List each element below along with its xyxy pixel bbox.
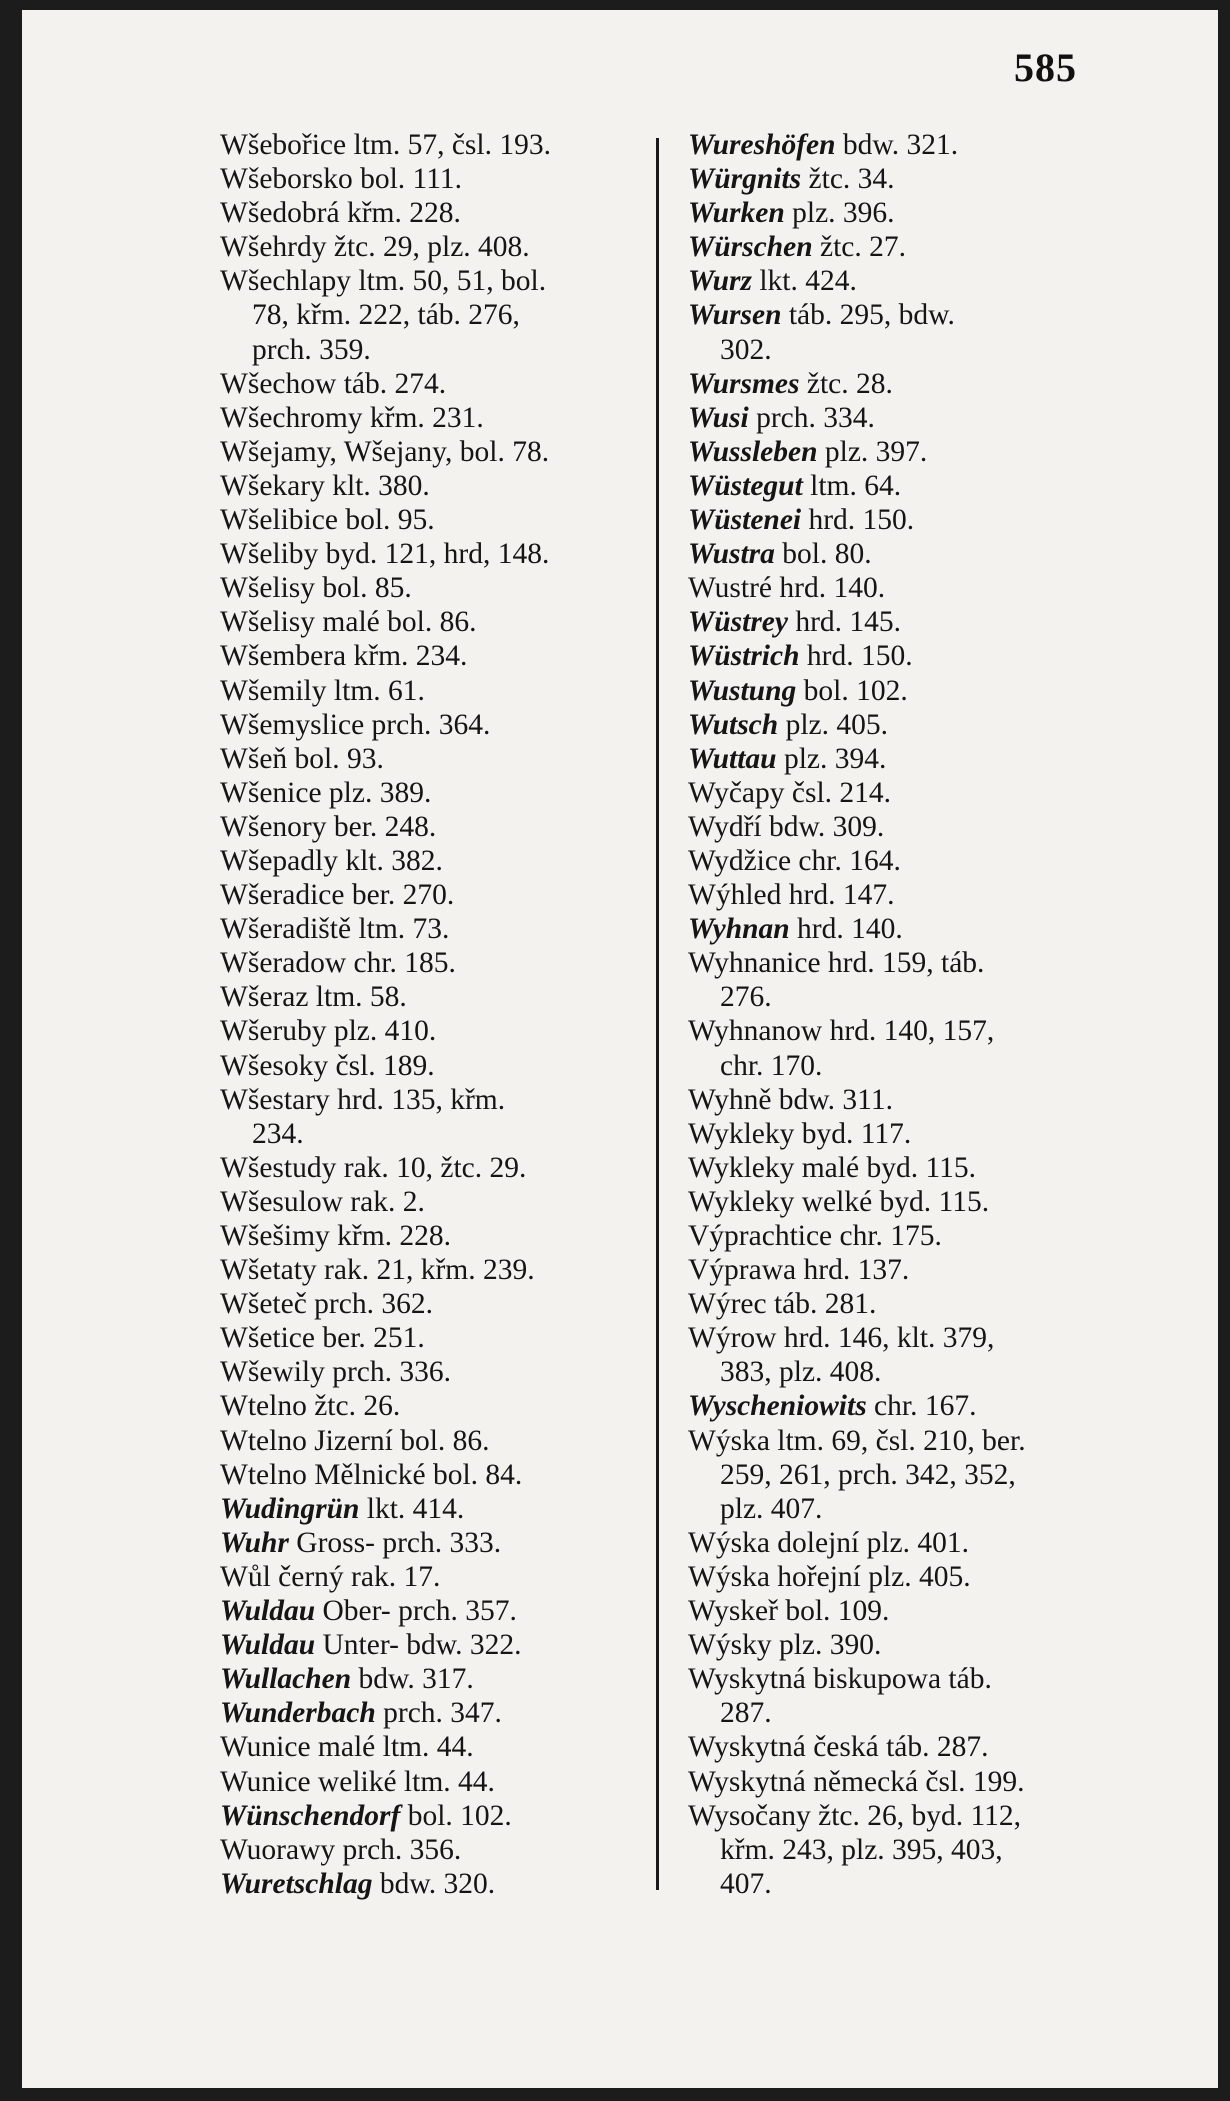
entry-text: žtc. 28.	[799, 367, 893, 400]
entry-text: Wšelisy malé bol. 86.	[220, 606, 477, 639]
entry-text: Ober- prch. 357.	[315, 1595, 517, 1628]
index-entry	[220, 1219, 640, 1253]
entry-text: chr. 167.	[866, 1390, 977, 1423]
entry-text: Wýska dolejní plz. 401.	[688, 1526, 970, 1559]
entry-name-italic: Wullachen	[220, 1663, 352, 1696]
entry-text: Wšenice plz. 389.	[220, 776, 432, 809]
entry-text: Wšeteč prch. 362.	[220, 1288, 433, 1321]
entry-text: 407.	[720, 1867, 772, 1900]
entry-text: Výprawa hrd. 137.	[688, 1254, 910, 1287]
entry-text: Wšehrdy žtc. 29, plz. 408.	[220, 231, 530, 264]
entry-name-italic: Wyhnan	[688, 913, 790, 946]
entry-text: Wšesoky čsl. 189.	[220, 1049, 435, 1082]
entry-text: Wunice weliké ltm. 44.	[220, 1765, 495, 1798]
index-entry	[688, 1014, 1118, 1048]
entry-text: Wtelno Mělnické bol. 84.	[220, 1458, 523, 1491]
index-entry	[688, 503, 1118, 537]
index-entry	[220, 1833, 640, 1867]
index-entry	[220, 810, 640, 844]
entry-text: Wšedobrá křm. 228.	[220, 197, 461, 230]
book-page	[22, 10, 1218, 2088]
entry-name-italic: Wussleben	[688, 435, 818, 468]
entry-text: Wykleky welké byd. 115.	[688, 1185, 990, 1218]
entry-text: hrd. 150.	[799, 640, 913, 673]
index-entry	[220, 878, 640, 912]
index-entry	[688, 1151, 1118, 1185]
index-entry	[220, 503, 640, 537]
entry-name-italic: Würschen	[688, 231, 813, 264]
index-entry-continuation	[220, 1117, 640, 1151]
entry-text: Gross- prch. 333.	[288, 1526, 502, 1559]
entry-text: 78, křm. 222, táb. 276,	[252, 299, 520, 332]
entry-text: Wšestudy rak. 10, žtc. 29.	[220, 1151, 527, 1184]
index-entry	[220, 162, 640, 196]
entry-text: Wýsky plz. 390.	[688, 1629, 882, 1662]
entry-name-italic: Wudingrün	[220, 1492, 360, 1525]
index-entry	[220, 264, 640, 298]
index-entry	[688, 1628, 1118, 1662]
entry-text: Wyhnanow hrd. 140, 157,	[688, 1015, 995, 1048]
index-entry	[220, 1628, 640, 1662]
entry-text: bdw. 320.	[372, 1867, 496, 1900]
entry-text: hrd. 145.	[787, 606, 902, 639]
index-entry	[688, 1219, 1118, 1253]
entry-text: Wyskeř bol. 109.	[688, 1595, 890, 1628]
entry-name-italic: Wuhr	[220, 1526, 289, 1559]
index-column-left	[220, 128, 640, 1901]
index-column-right	[688, 128, 1118, 1901]
entry-text: plz. 397.	[817, 435, 928, 468]
index-entry	[220, 1151, 640, 1185]
index-entry	[220, 946, 640, 980]
entry-text: Výprachtice chr. 175.	[688, 1220, 942, 1252]
index-entry	[688, 1424, 1118, 1458]
entry-text: žtc. 34.	[801, 163, 895, 196]
entry-text: Wšeradow chr. 185.	[220, 947, 456, 980]
entry-text: Wustré hrd. 140.	[688, 572, 886, 605]
entry-text: Wšeborsko bol. 111.	[220, 163, 462, 196]
index-entry	[220, 1014, 640, 1048]
entry-text: ltm. 64.	[802, 469, 902, 502]
index-entry-continuation	[688, 980, 1118, 1014]
entry-text: Wysočany žtc. 26, byd. 112,	[688, 1799, 1022, 1832]
index-entry	[220, 1594, 640, 1628]
index-entry	[220, 708, 640, 742]
entry-name-italic: Wustra	[688, 538, 775, 571]
entry-text: žtc. 27.	[812, 231, 906, 264]
index-entry-continuation	[688, 1049, 1118, 1083]
entry-name-italic: Wuretschlag	[220, 1867, 373, 1900]
index-entry	[688, 946, 1118, 980]
entry-text: plz. 407.	[720, 1492, 823, 1525]
entry-name-italic: Wüstegut	[688, 469, 803, 502]
entry-text: Wšepadly klt. 382.	[220, 844, 443, 877]
entry-text: Wšeliby byd. 121, hrd, 148.	[220, 538, 550, 571]
index-entry	[688, 196, 1118, 230]
entry-text: bdw. 317.	[351, 1663, 474, 1696]
entry-name-italic: Wüstrich	[688, 640, 800, 673]
entry-text: Wšemily ltm. 61.	[220, 674, 425, 707]
index-entry	[220, 469, 640, 503]
index-entry	[220, 1321, 640, 1355]
entry-text: bol. 80.	[774, 538, 872, 571]
page-number: 585	[1014, 45, 1077, 90]
index-entry	[220, 367, 640, 401]
entry-text: 383, plz. 408.	[720, 1356, 882, 1389]
index-entry	[688, 1765, 1118, 1799]
entry-text: Wšeruby plz. 410.	[220, 1015, 437, 1048]
index-entry	[688, 912, 1118, 946]
index-entry	[220, 196, 640, 230]
entry-text: Wšelibice bol. 95.	[220, 504, 435, 537]
index-entry	[220, 605, 640, 639]
index-entry-continuation	[220, 298, 640, 332]
entry-text: křm. 243, plz. 395, 403,	[720, 1833, 1003, 1866]
index-entry	[688, 776, 1118, 810]
column-divider	[656, 138, 659, 1890]
index-entry	[688, 1321, 1118, 1355]
entry-text: Wšekary klt. 380.	[220, 469, 430, 502]
entry-text: Wšeradice ber. 270.	[220, 879, 455, 912]
index-entry	[688, 1083, 1118, 1117]
index-entry	[688, 537, 1118, 571]
entry-text: Wyskytná česká táb. 287.	[688, 1731, 989, 1764]
index-entry	[688, 435, 1118, 469]
entry-text: Wunice malé ltm. 44.	[220, 1731, 474, 1764]
entry-text: lkt. 424.	[751, 265, 857, 298]
index-entry	[220, 1730, 640, 1764]
index-entry	[220, 401, 640, 435]
entry-text: Wýrec táb. 281.	[688, 1288, 877, 1321]
index-entry	[220, 742, 640, 776]
index-entry-continuation	[220, 333, 640, 367]
index-entry	[220, 1560, 640, 1594]
entry-text: Wyčapy čsl. 214.	[688, 776, 892, 809]
entry-name-italic: Wünschendorf	[220, 1799, 401, 1832]
index-entry	[688, 810, 1118, 844]
entry-text: bol. 102.	[400, 1799, 512, 1832]
index-entry-continuation	[688, 333, 1118, 367]
entry-text: Wtelno žtc. 26.	[220, 1390, 401, 1423]
entry-text: Wšemyslice prch. 364.	[220, 708, 491, 741]
entry-text: Wtelno Jizerní bol. 86.	[220, 1424, 490, 1457]
index-entry	[688, 230, 1118, 264]
index-entry	[220, 912, 640, 946]
entry-text: Unter- bdw. 322.	[315, 1629, 522, 1662]
entry-text: Wšetice ber. 251.	[220, 1322, 425, 1355]
entry-text: hrd. 140.	[789, 913, 903, 946]
entry-text: 259, 261, prch. 342, 352,	[720, 1458, 1016, 1491]
entry-text: Wydžice chr. 164.	[688, 844, 901, 877]
index-entry-continuation	[688, 1458, 1118, 1492]
entry-text: plz. 405.	[778, 708, 888, 741]
entry-name-italic: Wusi	[688, 401, 749, 434]
index-entry	[220, 1253, 640, 1287]
index-entry	[220, 1083, 640, 1117]
entry-text: hrd. 150.	[801, 504, 915, 537]
entry-name-italic: Wuldau	[220, 1595, 316, 1628]
entry-text: Wšesulow rak. 2.	[220, 1185, 425, 1218]
index-entry	[220, 571, 640, 605]
index-entry	[220, 128, 640, 162]
index-entry	[220, 1765, 640, 1799]
entry-text: bdw. 321.	[835, 129, 959, 161]
entry-text: Wšetaty rak. 21, křm. 239.	[220, 1254, 535, 1287]
index-entry	[688, 639, 1118, 673]
entry-name-italic: Wurz	[688, 265, 752, 298]
index-entry	[688, 1117, 1118, 1151]
index-entry	[220, 1185, 640, 1219]
index-entry-continuation	[688, 1355, 1118, 1389]
index-entry	[688, 1287, 1118, 1321]
index-entry	[220, 1424, 640, 1458]
entry-text: Wšeň bol. 93.	[220, 742, 384, 775]
entry-text: Wykleky byd. 117.	[688, 1117, 912, 1150]
entry-name-italic: Wursmes	[688, 367, 800, 400]
index-entry	[220, 639, 640, 673]
entry-name-italic: Würgnits	[688, 163, 802, 196]
entry-name-italic: Wureshöfen	[688, 129, 836, 161]
index-entry	[220, 776, 640, 810]
index-entry	[688, 1799, 1118, 1833]
index-entry	[220, 1458, 640, 1492]
entry-text: Wýrow hrd. 146, klt. 379,	[688, 1322, 995, 1355]
index-entry-continuation	[688, 1696, 1118, 1730]
index-entry	[688, 128, 1118, 162]
index-entry	[220, 1799, 640, 1833]
entry-text: Wšewily prch. 336.	[220, 1356, 452, 1389]
entry-text: Wuorawy prch. 356.	[220, 1833, 462, 1866]
index-entry	[220, 537, 640, 571]
entry-text: chr. 170.	[720, 1049, 823, 1082]
index-entry	[220, 230, 640, 264]
entry-text: Wýska ltm. 69, čsl. 210, ber.	[688, 1424, 1026, 1457]
entry-text: Wšelisy bol. 85.	[220, 572, 412, 605]
entry-text: Wydří bdw. 309.	[688, 810, 885, 843]
entry-name-italic: Wunderbach	[220, 1697, 376, 1730]
entry-text: Wýska hořejní plz. 405.	[688, 1560, 971, 1593]
index-entry-continuation	[688, 1833, 1118, 1867]
index-entry	[688, 162, 1118, 196]
index-entry	[688, 298, 1118, 332]
index-entry	[220, 1696, 640, 1730]
entry-text: Wšebořice ltm. 57, čsl. 193.	[220, 129, 551, 161]
entry-text: Wyskytná biskupowa táb.	[688, 1663, 992, 1696]
index-entry	[688, 1560, 1118, 1594]
entry-text: Wykleky malé byd. 115.	[688, 1151, 976, 1184]
index-entry	[688, 605, 1118, 639]
entry-name-italic: Wüstenei	[688, 504, 802, 537]
index-entry	[688, 1526, 1118, 1560]
index-entry	[220, 674, 640, 708]
entry-text: Wšembera křm. 234.	[220, 640, 468, 673]
index-entry	[220, 1355, 640, 1389]
entry-text: Wšechromy křm. 231.	[220, 401, 484, 434]
entry-name-italic: Wüstrey	[688, 606, 788, 639]
entry-text: Wšestary hrd. 135, křm.	[220, 1083, 506, 1116]
index-entry	[688, 367, 1118, 401]
entry-text: plz. 394.	[776, 742, 887, 775]
entry-name-italic: Wuttau	[688, 742, 777, 775]
entry-text: Wšeradiště ltm. 73.	[220, 913, 450, 946]
entry-text: plz. 396.	[784, 197, 895, 230]
index-entry	[688, 1662, 1118, 1696]
entry-text: Wšeraz ltm. 58.	[220, 981, 407, 1014]
entry-text: Wšenory ber. 248.	[220, 810, 437, 843]
entry-text: 234.	[252, 1117, 304, 1150]
entry-text: táb. 295, bdw.	[781, 299, 955, 332]
index-entry	[688, 1253, 1118, 1287]
entry-name-italic: Wurken	[688, 197, 785, 230]
entry-name-italic: Wutsch	[688, 708, 779, 741]
index-entry	[688, 571, 1118, 605]
index-entry	[220, 844, 640, 878]
entry-text: 302.	[720, 333, 772, 366]
entry-text: Wšechlapy ltm. 50, 51, bol.	[220, 265, 547, 298]
index-entry-continuation	[688, 1867, 1118, 1901]
entry-text: prch. 334.	[748, 401, 875, 434]
entry-text: Wšešimy křm. 228.	[220, 1220, 452, 1252]
entry-text: Wyskytná německá čsl. 199.	[688, 1765, 1025, 1798]
index-entry	[220, 1287, 640, 1321]
entry-text: lkt. 414.	[359, 1492, 465, 1525]
index-entry	[688, 469, 1118, 503]
entry-name-italic: Wustung	[688, 674, 797, 707]
index-entry	[220, 1049, 640, 1083]
index-entry	[220, 435, 640, 469]
index-entry	[688, 742, 1118, 776]
index-entry	[220, 1492, 640, 1526]
index-entry	[688, 1594, 1118, 1628]
index-entry	[688, 844, 1118, 878]
index-entry	[688, 1389, 1118, 1423]
entry-name-italic: Wursen	[688, 299, 782, 332]
entry-text: prch. 359.	[252, 333, 371, 366]
entry-text: 276.	[720, 981, 772, 1014]
index-entry-continuation	[688, 1492, 1118, 1526]
entry-text: bol. 102.	[796, 674, 908, 707]
entry-text: Wyhně bdw. 311.	[688, 1083, 893, 1116]
index-entry	[220, 1867, 640, 1901]
index-entry	[688, 878, 1118, 912]
entry-text: Wýhled hrd. 147.	[688, 879, 895, 912]
entry-text: Wůl černý rak. 17.	[220, 1560, 441, 1593]
entry-text: prch. 347.	[375, 1697, 502, 1730]
index-entry	[688, 708, 1118, 742]
entry-text: Wšejamy, Wšejany, bol. 78.	[220, 435, 550, 468]
entry-name-italic: Wyscheniowits	[688, 1390, 867, 1423]
index-entry	[688, 264, 1118, 298]
index-entry	[220, 980, 640, 1014]
entry-text: Wšechow táb. 274.	[220, 367, 447, 400]
index-entry	[688, 1730, 1118, 1764]
entry-name-italic: Wuldau	[220, 1629, 316, 1662]
index-entry	[220, 1662, 640, 1696]
index-entry	[688, 401, 1118, 435]
index-entry	[688, 1185, 1118, 1219]
index-entry	[220, 1389, 640, 1423]
entry-text: Wyhnanice hrd. 159, táb.	[688, 947, 985, 980]
index-entry	[688, 674, 1118, 708]
entry-text: 287.	[720, 1697, 772, 1730]
index-entry	[220, 1526, 640, 1560]
